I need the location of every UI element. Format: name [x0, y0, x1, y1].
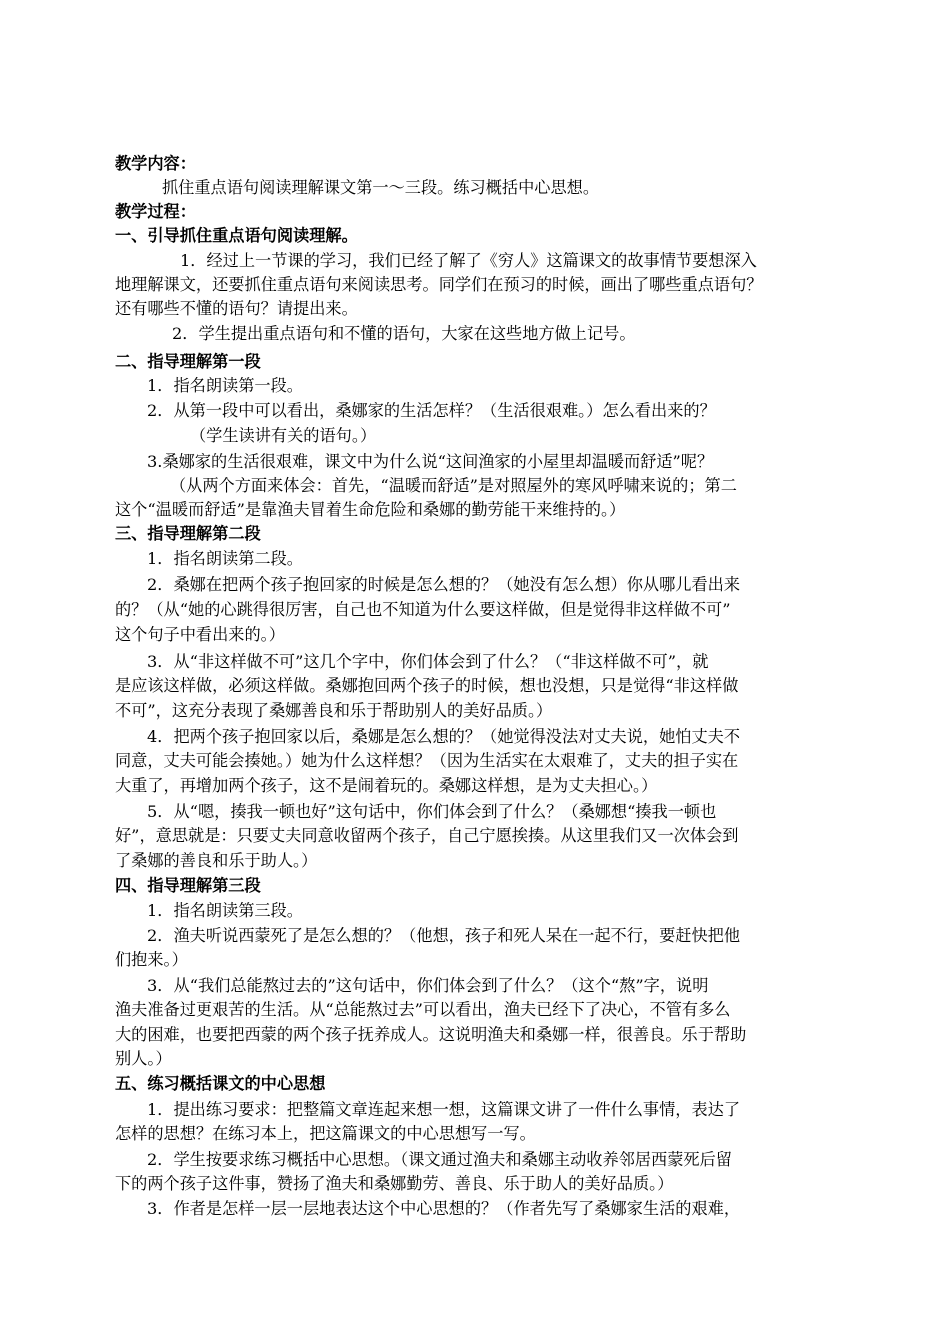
text-line: 了桑娜的善良和乐于助人。） — [115, 851, 318, 870]
heading-teaching-content: 教学内容： — [115, 154, 196, 173]
text-line: 大的困难，也要把西蒙的两个孩子抚养成人。这说明渔夫和桑娜一样，很善良。乐于帮助 — [115, 1025, 747, 1044]
text-line: 别人。） — [115, 1049, 172, 1068]
text-line: 1．经过上一节课的学习，我们已经了解了《穷人》这篇课文的故事情节要想深入 — [180, 251, 757, 270]
section-heading-4: 四、指导理解第三段 — [115, 876, 261, 895]
text-line: 的？（从“她的心跳得很厉害，自己也不知道为什么要这样做，但是觉得非这样做不可” — [115, 600, 731, 619]
text-line: 2．渔夫听说西蒙死了是怎么想的？（他想，孩子和死人呆在一起不行，要赶快把他 — [147, 926, 741, 945]
text-line: 1．指名朗读第一段。 — [147, 376, 303, 395]
text-line: 地理解课文，还要抓住重点语句来阅读思考。同学们在预习的时候，画出了哪些重点语句？ — [115, 275, 763, 294]
text-line: 大重了，再增加两个孩子，这不是闹着玩的。桑娜这样想，是为丈夫担心。） — [115, 776, 658, 795]
text-line: 是应该这样做，必须这样做。桑娜抱回两个孩子的时候，想也没想，只是觉得“非这样做 — [115, 676, 739, 695]
text-line: 5．从“嗯，揍我一顿也好”这句话中，你们体会到了什么？（桑娜想“揍我一顿也 — [147, 802, 717, 821]
text-line: （从两个方面来体会：首先，“温暖而舒适”是对照屋外的寒风呼啸来说的；第二 — [170, 476, 737, 495]
text-line: 还有哪些不懂的语句？请提出来。 — [115, 299, 358, 318]
text-line: 3．作者是怎样一层一层地表达这个中心思想的？（作者先写了桑娜家生活的艰难， — [147, 1199, 741, 1218]
text-line: 1．指名朗读第三段。 — [147, 901, 303, 920]
text-line: 2．学生按要求练习概括中心思想。（课文通过渔夫和桑娜主动收养邻居西蒙死后留 — [147, 1150, 732, 1169]
section-heading-1: 一、引导抓住重点语句阅读理解。 — [115, 226, 358, 245]
section-heading-5: 五、练习概括课文的中心思想 — [115, 1074, 326, 1093]
text-line: 这个“温暖而舒适”是靠渔夫冒着生命危险和桑娜的勤劳能干来维持的。） — [115, 500, 626, 519]
text-line: 3.桑娜家的生活很艰难，课文中为什么说“这间渔家的小屋里却温暖而舒适”呢？ — [147, 452, 714, 471]
text-line: 不可”，这充分表现了桑娜善良和乐于帮助别人的美好品质。） — [115, 701, 553, 720]
text-line: 好”，意思就是：只要丈夫同意收留两个孩子，自己宁愿挨揍。从这里我们又一次体会到 — [115, 826, 739, 845]
heading-teaching-process: 教学过程： — [115, 202, 196, 221]
text-line: 2．学生提出重点语句和不懂的语句，大家在这些地方做上记号。 — [172, 324, 636, 343]
text-line: 怎样的思想？在练习本上，把这篇课文的中心思想写一写。 — [115, 1124, 536, 1143]
text-line: 2．桑娜在把两个孩子抱回家的时候是怎么想的？（她没有怎么想）你从哪儿看出来 — [147, 575, 741, 594]
section-heading-3: 三、指导理解第二段 — [115, 524, 261, 543]
text-line: 2．从第一段中可以看出，桑娜家的生活怎样？（生活很艰难。）怎么看出来的？ — [147, 401, 716, 420]
text-line: 3．从“非这样做不可”这几个字中，你们体会到了什么？（“非这样做不可”，就 — [147, 652, 709, 671]
text-line: 同意，丈夫可能会揍她。）她为什么这样想？（因为生活实在太艰难了，丈夫的担子实在 — [115, 751, 739, 770]
text-line: 3．从“我们总能熬过去的”这句话中，你们体会到了什么？（这个“熬”字，说明 — [147, 976, 709, 995]
text-line: 们抱来。） — [115, 950, 188, 969]
text-line: 1．指名朗读第二段。 — [147, 549, 303, 568]
text-line: 渔夫准备过更艰苦的生活。从“总能熬过去”可以看出，渔夫已经下了决心，不管有多么 — [115, 1000, 731, 1019]
text-line: 这个句子中看出来的。） — [115, 625, 285, 644]
text-line: 1．提出练习要求：把整篇文章连起来想一想，这篇课文讲了一件什么事情，表达了 — [147, 1100, 741, 1119]
text-line: 下的两个孩子这件事，赞扬了渔夫和桑娜勤劳、善良、乐于助人的美好品质。） — [115, 1174, 674, 1193]
section-heading-2: 二、指导理解第一段 — [115, 352, 261, 371]
text-line: 4．把两个孩子抱回家以后，桑娜是怎么想的？（她觉得没法对丈夫说，她怕丈夫不 — [147, 727, 741, 746]
paragraph-teaching-goal: 抓住重点语句阅读理解课文第一～三段。练习概括中心思想。 — [162, 178, 600, 197]
text-line: （学生读讲有关的语句。） — [190, 426, 377, 445]
